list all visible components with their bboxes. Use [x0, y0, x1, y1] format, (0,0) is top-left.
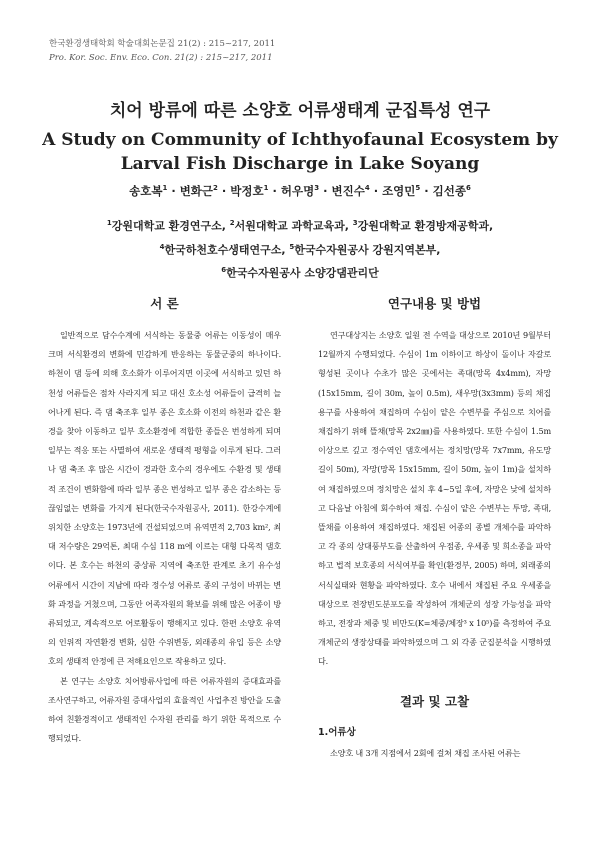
author-separator: ·	[268, 184, 281, 198]
subsection-heading-fish-fauna: 1.어류상	[318, 726, 356, 738]
affiliation-list	[30, 213, 570, 284]
author-separator: ·	[217, 184, 231, 198]
affiliation-mark: 4	[159, 242, 165, 251]
affiliation-line	[30, 260, 570, 284]
author-separator: ·	[369, 184, 383, 198]
author-name: 변진수	[331, 184, 365, 198]
author-affiliation-mark: 2	[213, 184, 218, 193]
journal-citation	[49, 37, 275, 65]
intro-paragraph: 일반적으로 담수수계에 서식하는 동물중 어류는 이동성이 매우 크며 서식환경의 변화에 민감하게 반응하는 동물군중의 하나이다. 하천이 댐 등에 의해 호소화가 이루어지면 이곳에 서식하고 있던 하천성 어류들은 점차 사라지게 되고 대신 호소성 어류들이 급격히 늘어나게 된다. 즉 댐 축조후 일부 종은 호소화 이전의 하천과 같은 환경을 찾아 이동하고 일부 호소환경에 적합한 종들은 번성하게 되며 일부는 적응 또는 사멸하여 새로운 생태적 평형을 이루게 된다. 그러나 댐 축조 후 많은 시간이 경과한 호수의 경우에도 수환경 및 생태적 조건이 변화함에 따라 일부 종은 번성하고 일부 종은 감소하는 등 끊임없는 변화를 가지게 된다(한국수자원공사, 2011). 한강수계에 위치한 소양호는 1973년에 건설되었으며 유역면적 2,703 km², 최대 저수량은 29억톤, 최대 수심 118 m에 이르는 대형 다목적 댐호이다. 본 호수는 하천의 중상류 지역에 축조한 관계로 초기 유수성 어류에서 시간이 지남에 따라 정수성 어류로 종의 구성이 바뀌는 변화 과정을 거쳤으며, 그동안 어족자원의 확보를 위해 많은 어종이 방류되었고, 계속적으로 어로활동이 행해지고 있다. 한편 소양호 유역의 인위적 자연환경 변화, 심한 수위변동, 외래종의 유입 등은 소양호의 생태적 안정에 큰 저해요인으로 작용하고 있다.	[48, 330, 281, 667]
affiliation-mark: 6	[221, 266, 227, 275]
intro-paragraph: 본 연구는 소양호 치어방류사업에 따른 어류자원의 증대효과를 조사연구하고, 어류자원 증대사업의 효율적인 사업추진 방안을 도출하여 친환경적이고 생태적인 수자원 관리를 하기 위한 목적으로 수행되었다.	[48, 675, 281, 744]
affiliation-line	[30, 237, 570, 261]
author-affiliation-mark: 4	[364, 184, 370, 193]
journal-line-en: Pro. Kor. Soc. Env. Eco. Con. 21(2) : 215~217, 2011	[49, 53, 273, 63]
author-name: 조영민	[382, 184, 416, 198]
author-name: 변화근	[179, 184, 214, 198]
journal-line-ko: 한국환경생태학회 학술대회논문집 21(2) : 215~217, 2011	[49, 39, 276, 49]
affiliation-text: 강원대학교 환경방재공학과,	[357, 219, 494, 233]
author-name: 김선종	[432, 184, 466, 198]
title-korean: 치어 방류에 따른 소양호 어류생태계 군집특성 연구	[109, 101, 491, 121]
author-affiliation-mark: 5	[415, 184, 421, 193]
author-list	[0, 183, 600, 199]
results-paragraph: 소양호 내 3개 지점에서 2회에 걸쳐 채집 조사된 어류는	[330, 747, 521, 758]
author-separator: ·	[319, 184, 332, 198]
author-separator: ·	[420, 184, 433, 198]
author-separator: ·	[167, 184, 180, 198]
author-name: 박정호	[230, 184, 264, 198]
affiliation-mark: 3	[352, 219, 358, 227]
affiliation-line	[30, 213, 570, 237]
affiliation-text: 한국하천호수생태연구소,	[164, 243, 290, 257]
methods-paragraph: 연구대상지는 소양호 일원 전 수역을 대상으로 2010년 9월부터 12월까지 수행되었다. 수심이 1m 이하이고 하상이 돌이나 자갈로 형성된 곳이나 수초가 많은 곳에서는 족대(망목 4x4mm), 자망(15x15mm, 길이 30m, 높이 0.5m), 새우망(3x3mm) 등의 채집 용구를 사용하여 채집하며 수심이 얕은 수변부를 주심으로 치어를 채집하기 위해 뜰채(망목 2x2㎜)를 사용하였다. 또한 수심이 1.5m 이상으로 깊고 정수역인 댐호에서는 정치망(망목 7x7mm, 유도망 길이 50m), 자망(망목 15x15mm, 길이 50m, 높이 1m)을 설치하여 채집하였으며 정치망은 설치 후 4~5일 후에, 자망은 낮에 설치하고 다음날 아침에 회수하여 채집. 수심이 얕은 수변부는 투망, 족대, 뜰채를 이용하여 채집하였다. 채집된 어종의 종별 개체수를 파악하고 각 종의 상대풍부도를 산출하여 우점종, 우세종 및 희소종을 파악하고 법적 보호종의 서식여부를 확인(환경부, 2005) 하며, 외래종의 서식실태와 현황을 파악하였다. 호수 내에서 채집된 주요 우세종을 대상으로 전장빈도분포도를 작성하여 개체군의 성장 가능성을 파악하고, 전장과 체중 및 비만도(K=체중/체장³ x 10⁵)를 측정하여 주요 개체군의 생장상태를 파악하였으며 그 외 각종 군집분석을 시행하였다.	[318, 330, 551, 667]
section-heading-methods: 연구내용 및 방법	[387, 296, 482, 311]
affiliation-mark: 5	[289, 242, 295, 251]
right-column	[318, 294, 551, 763]
author-affiliation-mark: 6	[466, 184, 471, 193]
author-affiliation-mark: 1	[162, 184, 168, 193]
affiliation-text: 한국수자원공사 강원지역본부,	[294, 243, 441, 257]
affiliation-text: 서원대학교 과학교육과,	[234, 219, 353, 233]
author-affiliation-mark: 3	[314, 184, 320, 193]
author-affiliation-mark: 1	[263, 184, 269, 193]
affiliation-mark: 2	[229, 219, 235, 227]
title-english: A Study on Community of Ichthyofaunal Ecosystem by Larval Fish Discharge in Lake Soyang	[42, 130, 558, 174]
affiliation-mark: 1	[106, 219, 112, 227]
affiliation-text: 강원대학교 환경연구소,	[111, 219, 230, 233]
left-column	[48, 294, 281, 748]
section-heading-results: 결과 및 고찰	[399, 693, 470, 709]
affiliation-text: 한국수자원공사 소양강댐관리단	[226, 266, 379, 280]
author-name: 송호복	[129, 184, 163, 198]
section-heading-introduction: 서 론	[150, 296, 179, 311]
author-name: 허우명	[280, 184, 315, 198]
